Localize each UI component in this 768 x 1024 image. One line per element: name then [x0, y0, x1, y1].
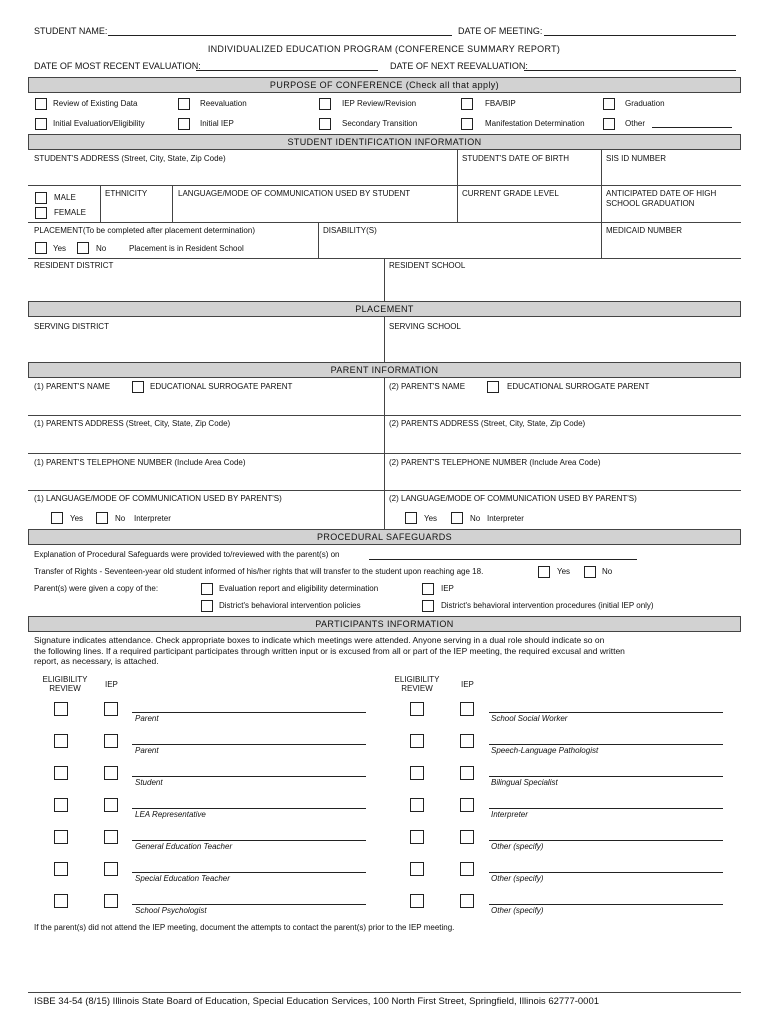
- purpose-checkbox[interactable]: [319, 98, 331, 110]
- iep-attendance-checkbox[interactable]: [460, 830, 474, 844]
- other-purpose-field[interactable]: [652, 127, 732, 128]
- male-label: MALE: [54, 193, 76, 202]
- signature-line[interactable]: [132, 808, 366, 809]
- purpose-option: Other: [625, 119, 646, 128]
- dob-label: STUDENT'S DATE OF BIRTH: [462, 154, 570, 163]
- iep-attendance-checkbox[interactable]: [460, 798, 474, 812]
- parent1-address-label: (1) PARENTS ADDRESS (Street, City, State, Zip Code): [34, 419, 231, 428]
- signature-line[interactable]: [489, 776, 723, 777]
- divider: [384, 317, 385, 362]
- iep-attendance-checkbox[interactable]: [104, 798, 118, 812]
- signature-line[interactable]: [489, 840, 723, 841]
- date-of-meeting-label: DATE OF MEETING:: [458, 26, 543, 36]
- resident-yes-checkbox[interactable]: [35, 242, 47, 254]
- purpose-option: Initial IEP: [200, 119, 234, 128]
- placement-header: PLACEMENT: [28, 301, 741, 317]
- district-procedures-checkbox[interactable]: [422, 600, 434, 612]
- divider: [384, 258, 385, 301]
- participant-role-label: Other (specify): [491, 906, 544, 915]
- transfer-yes-checkbox[interactable]: [538, 566, 550, 578]
- parent1-language-label: (1) LANGUAGE/MODE OF COMMUNICATION USED BY PARENT'S): [34, 494, 282, 503]
- iep-attendance-checkbox[interactable]: [104, 862, 118, 876]
- parent1-name-label: (1) PARENT'S NAME: [34, 382, 111, 391]
- participant-role-label: Student: [135, 778, 163, 787]
- participant-role-label: Parent: [135, 714, 159, 723]
- eval-report-checkbox[interactable]: [201, 583, 213, 595]
- parent1-phone-label: (1) PARENT'S TELEPHONE NUMBER (Include Area Code): [34, 458, 246, 467]
- disability-label: DISABILITY(S): [323, 226, 377, 235]
- safeguards-explanation: Explanation of Procedural Safeguards were provided to/reviewed with the parent(s) on: [34, 550, 340, 559]
- date-of-meeting-field[interactable]: [544, 35, 736, 36]
- divider: [318, 222, 319, 258]
- eligibility-review-checkbox[interactable]: [54, 798, 68, 812]
- parent2-phone-label: (2) PARENT'S TELEPHONE NUMBER (Include Area Code): [389, 458, 601, 467]
- resident-no-checkbox[interactable]: [77, 242, 89, 254]
- footer-rule: [28, 992, 741, 993]
- surrogate-label: EDUCATIONAL SURROGATE PARENT: [150, 382, 293, 391]
- divider: [28, 222, 741, 223]
- iep-attendance-checkbox[interactable]: [104, 734, 118, 748]
- divider: [457, 150, 458, 222]
- parent2-interpreter-no-checkbox[interactable]: [451, 512, 463, 524]
- parent2-surrogate-checkbox[interactable]: [487, 381, 499, 393]
- purpose-option: Graduation: [625, 99, 665, 108]
- eligibility-column-label: ELIGIBILITY: [42, 675, 88, 684]
- iep-copy-label: IEP: [441, 584, 454, 593]
- signature-line[interactable]: [489, 808, 723, 809]
- iep-attendance-checkbox[interactable]: [104, 830, 118, 844]
- yes-label: Yes: [70, 514, 84, 523]
- participant-role-label: Interpreter: [491, 810, 528, 819]
- yes-label: Yes: [53, 244, 67, 253]
- parent1-interpreter-no-checkbox[interactable]: [96, 512, 108, 524]
- female-checkbox[interactable]: [35, 207, 47, 219]
- iep-attendance-checkbox[interactable]: [460, 734, 474, 748]
- student-info-header: STUDENT IDENTIFICATION INFORMATION: [28, 134, 741, 150]
- divider: [601, 150, 602, 258]
- signature-line[interactable]: [489, 872, 723, 873]
- iep-column-label: IEP: [461, 680, 474, 689]
- purpose-checkbox[interactable]: [461, 118, 473, 130]
- purpose-checkbox[interactable]: [178, 98, 190, 110]
- eligibility-column-label: ELIGIBILITY: [394, 675, 440, 684]
- no-label: No: [96, 244, 107, 253]
- purpose-option: Manifestation Determination: [485, 119, 585, 128]
- purpose-option: IEP Review/Revision: [342, 99, 417, 108]
- eligibility-review-checkbox[interactable]: [54, 734, 68, 748]
- parent2-address-label: (2) PARENTS ADDRESS (Street, City, State, Zip Code): [389, 419, 586, 428]
- divider: [172, 185, 173, 222]
- signature-line[interactable]: [132, 872, 366, 873]
- purpose-option: Review of Existing Data: [53, 99, 138, 108]
- student-language-label: LANGUAGE/MODE OF COMMUNICATION USED BY STUDENT: [178, 189, 411, 198]
- surrogate-label: EDUCATIONAL SURROGATE PARENT: [507, 382, 650, 391]
- signature-line[interactable]: [132, 904, 366, 905]
- eligibility-review-checkbox[interactable]: [410, 798, 424, 812]
- eligibility-review-checkbox[interactable]: [54, 862, 68, 876]
- divider: [100, 185, 101, 222]
- district-policies-label: District's behavioral intervention policies: [219, 601, 361, 610]
- signature-line[interactable]: [132, 712, 366, 713]
- copy-given-label: Parent(s) were given a copy of the:: [34, 584, 159, 593]
- iep-attendance-checkbox[interactable]: [460, 766, 474, 780]
- student-name-field[interactable]: [108, 35, 452, 36]
- male-checkbox[interactable]: [35, 192, 47, 204]
- graduation-date-label: ANTICIPATED DATE OF HIGH: [606, 189, 717, 198]
- student-name-label: STUDENT NAME:: [34, 26, 108, 36]
- footer-text: ISBE 34-54 (8/15) Illinois State Board of Education, Special Education Services, 100 North First Street, Springfield, Illinois 62777-0001: [34, 996, 600, 1007]
- purpose-option: FBA/BIP: [485, 99, 516, 108]
- participant-role-label: Speech-Language Pathologist: [491, 746, 599, 755]
- divider: [28, 490, 741, 491]
- ethnicity-label: ETHNICITY: [105, 189, 148, 198]
- parent1-surrogate-checkbox[interactable]: [132, 381, 144, 393]
- purpose-option: Initial Evaluation/Eligibility: [53, 119, 145, 128]
- iep-column-label: IEP: [105, 680, 118, 689]
- eligibility-review-checkbox[interactable]: [410, 862, 424, 876]
- eligibility-review-checkbox[interactable]: [410, 766, 424, 780]
- graduation-date-label: SCHOOL GRADUATION: [606, 199, 695, 208]
- safeguards-date-field[interactable]: [369, 559, 637, 560]
- no-label: No: [470, 514, 481, 523]
- divider: [28, 185, 741, 186]
- iep-attendance-checkbox[interactable]: [460, 862, 474, 876]
- parent2-interpreter-yes-checkbox[interactable]: [405, 512, 417, 524]
- parent2-language-label: (2) LANGUAGE/MODE OF COMMUNICATION USED BY PARENT'S): [389, 494, 637, 503]
- no-label: No: [602, 567, 613, 576]
- participants-instructions: Signature indicates attendance. Check appropriate boxes to indicate which meetings were attended. Anyone serving in a dual role should indicate so on the following lines. If a required participant participates through written input or is excused from all or part of the IEP meeting, the required excusal and written report, as necessary, is attached.: [34, 635, 625, 666]
- participant-role-label: School Social Worker: [491, 714, 568, 723]
- parent-absent-note: If the parent(s) did not attend the IEP meeting, document the attempts to contact the parent(s) prior to the IEP meeting.: [34, 923, 455, 932]
- eligibility-column-label: REVIEW: [401, 684, 433, 693]
- yes-label: Yes: [424, 514, 438, 523]
- iep-attendance-checkbox[interactable]: [104, 702, 118, 716]
- signature-line[interactable]: [132, 744, 366, 745]
- eligibility-column-label: REVIEW: [49, 684, 81, 693]
- transfer-no-checkbox[interactable]: [584, 566, 596, 578]
- eligibility-review-checkbox[interactable]: [410, 702, 424, 716]
- serving-district-label: SERVING DISTRICT: [34, 322, 109, 331]
- female-label: FEMALE: [54, 208, 87, 217]
- eval-report-label: Evaluation report and eligibility determination: [219, 584, 379, 593]
- interpreter-label: Interpreter: [487, 514, 524, 523]
- participant-role-label: Other (specify): [491, 874, 544, 883]
- sis-id-label: SIS ID NUMBER: [606, 154, 667, 163]
- purpose-checkbox[interactable]: [461, 98, 473, 110]
- participant-role-label: Parent: [135, 746, 159, 755]
- divider: [28, 415, 741, 416]
- yes-label: Yes: [557, 567, 571, 576]
- signature-line[interactable]: [489, 744, 723, 745]
- eligibility-review-checkbox[interactable]: [410, 734, 424, 748]
- medicaid-label: MEDICAID NUMBER: [606, 226, 683, 235]
- no-label: No: [115, 514, 126, 523]
- transfer-of-rights: Transfer of Rights - Seventeen-year old student informed of his/her rights that will transfer to the student upon reaching age 18.: [34, 567, 484, 576]
- parent2-name-label: (2) PARENT'S NAME: [389, 382, 466, 391]
- purpose-checkbox[interactable]: [178, 118, 190, 130]
- iep-attendance-checkbox[interactable]: [104, 766, 118, 780]
- procedural-header: PROCEDURAL SAFEGUARDS: [28, 529, 741, 545]
- purpose-checkbox[interactable]: [603, 118, 615, 130]
- iep-attendance-checkbox[interactable]: [460, 894, 474, 908]
- purpose-checkbox[interactable]: [35, 118, 47, 130]
- eligibility-review-checkbox[interactable]: [54, 702, 68, 716]
- purpose-header: PURPOSE OF CONFERENCE (Check all that apply): [28, 77, 741, 93]
- interpreter-label: Interpreter: [134, 514, 171, 523]
- grade-level-label: CURRENT GRADE LEVEL: [462, 189, 559, 198]
- signature-line[interactable]: [489, 904, 723, 905]
- participant-role-label: Other (specify): [491, 842, 544, 851]
- district-policies-checkbox[interactable]: [201, 600, 213, 612]
- eligibility-review-checkbox[interactable]: [54, 894, 68, 908]
- iep-copy-checkbox[interactable]: [422, 583, 434, 595]
- next-reeval-label: DATE OF NEXT REEVALUATION:: [390, 61, 528, 71]
- form-title: INDIVIDUALIZED EDUCATION PROGRAM (CONFERENCE SUMMARY REPORT): [207, 44, 561, 54]
- recent-eval-field[interactable]: [196, 70, 378, 71]
- next-reeval-field[interactable]: [524, 70, 736, 71]
- parent1-interpreter-yes-checkbox[interactable]: [51, 512, 63, 524]
- serving-school-label: SERVING SCHOOL: [389, 322, 461, 331]
- participant-role-label: General Education Teacher: [135, 842, 233, 851]
- district-procedures-label: District's behavioral intervention procedures (initial IEP only): [441, 601, 654, 610]
- participant-role-label: School Psychologist: [135, 906, 207, 915]
- participant-role-label: LEA Representative: [135, 810, 206, 819]
- participant-role-label: Special Education Teacher: [135, 874, 230, 883]
- purpose-option: Secondary Transition: [342, 119, 418, 128]
- eligibility-review-checkbox[interactable]: [54, 830, 68, 844]
- placement-label: PLACEMENT(To be completed after placement determination): [34, 226, 255, 235]
- resident-district-label: RESIDENT DISTRICT: [34, 261, 114, 270]
- recent-eval-label: DATE OF MOST RECENT EVALUATION:: [34, 61, 201, 71]
- eligibility-review-checkbox[interactable]: [54, 766, 68, 780]
- signature-line[interactable]: [489, 712, 723, 713]
- purpose-checkbox[interactable]: [35, 98, 47, 110]
- iep-attendance-checkbox[interactable]: [104, 894, 118, 908]
- purpose-checkbox[interactable]: [319, 118, 331, 130]
- participants-header: PARTICIPANTS INFORMATION: [28, 616, 741, 632]
- resident-school-label: RESIDENT SCHOOL: [389, 261, 466, 270]
- resident-school-note: Placement is in Resident School: [129, 244, 244, 253]
- purpose-checkbox[interactable]: [603, 98, 615, 110]
- eligibility-review-checkbox[interactable]: [410, 894, 424, 908]
- student-address-label: STUDENT'S ADDRESS (Street, City, State, Zip Code): [34, 154, 226, 163]
- iep-attendance-checkbox[interactable]: [460, 702, 474, 716]
- purpose-option: Reevaluation: [200, 99, 247, 108]
- parent-info-header: PARENT INFORMATION: [28, 362, 741, 378]
- signature-line[interactable]: [132, 776, 366, 777]
- divider: [28, 453, 741, 454]
- signature-line[interactable]: [132, 840, 366, 841]
- participant-role-label: Bilingual Specialist: [491, 778, 558, 787]
- eligibility-review-checkbox[interactable]: [410, 830, 424, 844]
